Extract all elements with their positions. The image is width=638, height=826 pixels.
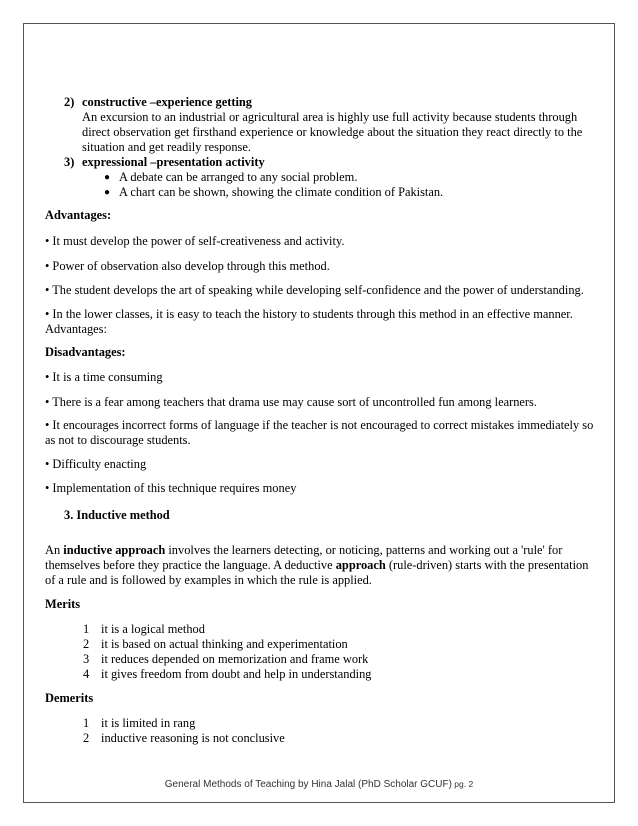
bold-term: inductive approach: [63, 543, 166, 557]
paragraph-line: [45, 558, 588, 573]
body-line: situation and get readily response.: [82, 140, 251, 154]
disadvantage-point: • There is a fear among teachers that drama use may cause sort of uncontrolled fun among learners.: [45, 395, 537, 409]
text-run: (rule-driven) starts with the presentation: [385, 558, 589, 572]
disadvantage-point: as not to discourage students.: [45, 433, 191, 447]
merit-text: it reduces depended on memorization and frame work: [101, 652, 369, 666]
page-footer: [0, 779, 638, 790]
bullet-text: A debate can be arranged to any social problem.: [119, 170, 358, 184]
page-number: pg. 2: [451, 779, 474, 789]
disadvantage-point: • Difficulty enacting: [45, 457, 147, 471]
merit-text: it gives freedom from doubt and help in understanding: [101, 667, 372, 681]
disadvantage-point: • Implementation of this technique requires money: [45, 481, 297, 495]
merits-heading: Merits: [45, 597, 81, 611]
demerit-text: it is limited in rang: [101, 716, 196, 730]
body-line: direct observation get firsthand experience or knowledge about the situation they react directly to the: [82, 125, 583, 139]
advantages-heading: Advantages:: [45, 208, 112, 222]
text-run: themselves before they practice the language. A deductive: [45, 558, 336, 572]
body-line: An excursion to an industrial or agricultural area is highly use full activity because students through: [82, 110, 578, 124]
disadvantages-heading: Disadvantages:: [45, 345, 126, 359]
demerit-number: 1: [83, 716, 90, 730]
bullet-icon: ●: [104, 187, 111, 198]
merit-number: 4: [83, 667, 90, 681]
advantage-point: Advantages:: [45, 322, 107, 336]
item-number: 2): [64, 95, 75, 109]
merit-text: it is a logical method: [101, 622, 205, 636]
demerit-number: 2: [83, 731, 90, 745]
text-run: An: [45, 543, 64, 557]
merit-number: 2: [83, 637, 90, 651]
merit-text: it is based on actual thinking and experimentation: [101, 637, 348, 651]
demerits-heading: Demerits: [45, 691, 94, 705]
paragraph-line: [45, 543, 562, 558]
bullet-text: A chart can be shown, showing the climate condition of Pakistan.: [119, 185, 444, 199]
disadvantage-point: • It is a time consuming: [45, 370, 163, 384]
footer-text: General Methods of Teaching by Hina Jalal (PhD Scholar GCUF): [164, 779, 452, 790]
text-run: involves the learners detecting, or noticing, patterns and working out a 'rule' for: [165, 543, 563, 557]
bold-term: approach: [335, 558, 386, 572]
merit-number: 3: [83, 652, 90, 666]
advantage-point: • It must develop the power of self-creativeness and activity.: [45, 234, 345, 248]
paragraph-line: of a rule and is followed by examples in which the rule is applied.: [45, 573, 372, 587]
merit-number: 1: [83, 622, 90, 636]
disadvantage-point: • It encourages incorrect forms of language if the teacher is not encouraged to correct mistakes immediately so: [45, 418, 594, 432]
advantage-point: • In the lower classes, it is easy to teach the history to students through this method in an effective manner.: [45, 307, 573, 321]
advantage-point: • The student develops the art of speaking while developing self-confidence and the power of understanding.: [45, 283, 584, 297]
item-number: 3): [64, 155, 75, 169]
demerit-text: inductive reasoning is not conclusive: [101, 731, 285, 745]
bullet-icon: ●: [104, 172, 111, 183]
item-title: constructive –experience getting: [82, 95, 252, 109]
advantage-point: • Power of observation also develop through this method.: [45, 259, 330, 273]
item-title: expressional –presentation activity: [82, 155, 265, 169]
section-heading: 3. Inductive method: [64, 508, 170, 522]
